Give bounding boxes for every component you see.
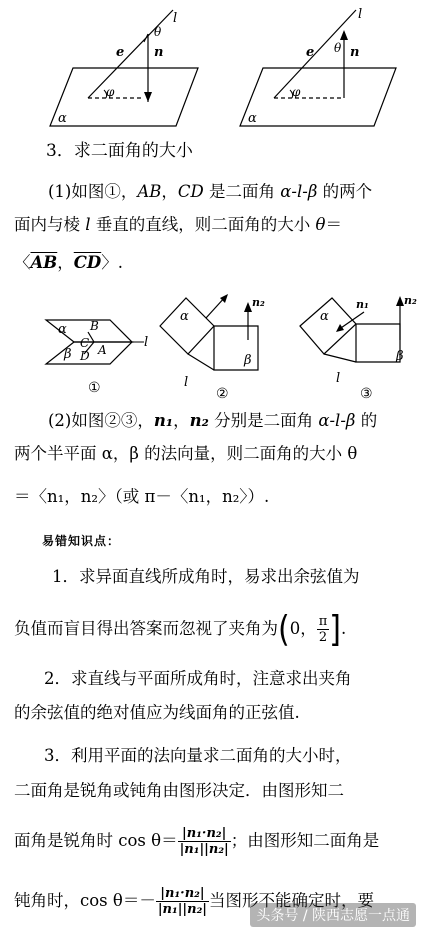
fig-label-alpha: α [248,111,257,126]
fig-label-theta: θ [154,25,162,39]
mistake-3-line-4: 钝角时，cos θ＝－ $\frac{\text{|n₁·n₂|}}{\text{|n₁||n₂|}}$ 当图形不能确定时，要 [14,886,375,917]
fig2-label-beta: β [244,353,252,368]
mistake-3-line-1: 3．利用平面的法向量求二面角的大小时， [44,746,352,765]
fig3-caption: ③ [360,386,373,402]
section-heading: 3．求二面角的大小 [46,141,193,161]
fig1-label-a: A [98,343,107,357]
fig1-label-alpha: α [58,322,67,337]
fig3-label-alpha: α [320,309,329,324]
figure-line-plane-right [238,4,408,132]
mistake-1-line-2: 负值而盲目得出答案而忽视了夹角为(0， $\frac{\pi}{2}$ ]. [14,607,347,650]
mistake-3-line-3: 面角是锐角时 cos θ＝ $\frac{\text{|n₁·n₂|}}{\text{|n₁||n₂|}}$ ；由图形知二面角是 [14,826,380,857]
fig1-label-c: C [80,336,90,350]
mistake-2-line-1: 2．求直线与平面所成角时，注意求出夹角 [44,669,352,688]
figure-2 [158,288,282,400]
mistake-2-line-2: 的余弦值的绝对值应为线面角的正弦值. [14,703,300,722]
fig2-label-l: l [184,375,189,390]
paragraph-1-line-3: 〈$\overline{AB}$，$\overline{CD}$〉. [14,253,123,272]
fig-label-n: n [350,45,360,60]
fig3-label-l: l [336,371,341,386]
fig3-label-beta: β [396,349,404,364]
fig-label-e: e [116,45,125,60]
fig2-label-n2: n₂ [252,296,265,309]
paragraph-2-line-3: ＝〈n₁，n₂〉（或 π－〈n₁，n₂〉）. [14,487,270,506]
fig-label-l: l [173,11,178,26]
fig1-label-d: D [80,349,90,363]
paragraph-2-line-2: 两个半平面 α，β 的法向量，则二面角的大小 θ [14,444,358,463]
fig3-label-n2: n₂ [404,294,417,307]
fig1-label-b: B [90,319,99,333]
fig-label-n: n [154,45,164,60]
fig-label-phi: φ [106,85,115,99]
paragraph-1-line-1: (1)如图①，AB，CD 是二面角 α-l-β 的两个 [48,182,373,201]
figure-1 [44,302,154,398]
fig2-label-alpha: α [180,309,189,324]
fig1-caption: ① [88,380,101,396]
paragraph-1-line-2: 面内与棱 l 垂直的直线，则二面角的大小 θ＝ [14,215,342,234]
fig-label-phi: φ [292,85,301,99]
paragraph-2-line-1: (2)如图②③，n₁，n₂ 分别是二面角 α-l-β 的 [48,411,378,430]
fig-label-e: e [306,45,315,60]
figure-3 [296,290,420,402]
fig3-label-n1: n₁ [356,298,369,311]
figure-line-plane-left [48,4,208,132]
watermark: 头条号 / 陕西志愿一点通 [250,903,416,927]
fig1-label-beta: β [64,347,72,362]
mistakes-heading: 易错知识点： [42,534,121,548]
mistake-1-line-1: 1．求异面直线所成角时，易求出余弦值为 [52,567,360,586]
fig-label-theta: θ [334,41,342,55]
fig-label-l: l [358,7,363,22]
mistake-3-line-2: 二面角是锐角或钝角由图形决定．由图形知二 [14,781,344,800]
fig-label-alpha: α [58,111,67,126]
fig2-caption: ② [216,386,229,400]
fig1-label-l: l [144,335,149,350]
